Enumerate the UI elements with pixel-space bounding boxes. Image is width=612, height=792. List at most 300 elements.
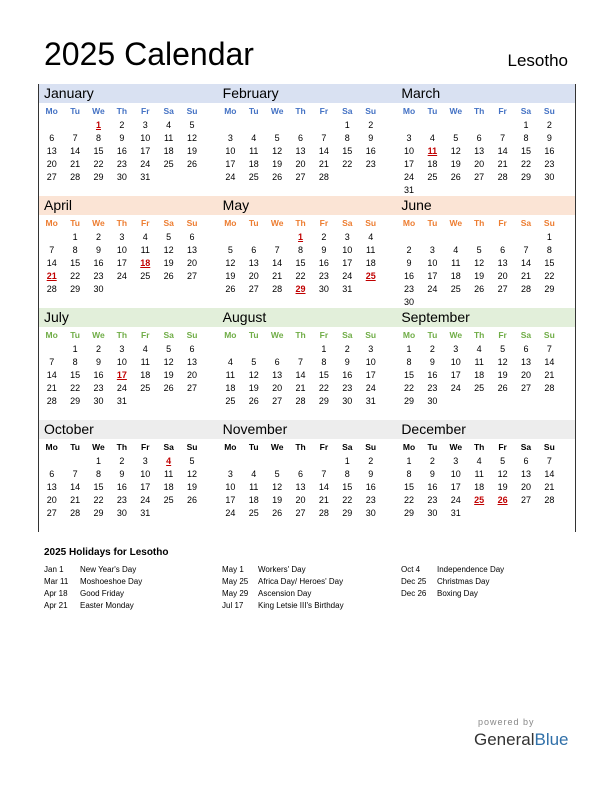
day-cell: 10 <box>140 469 151 479</box>
day-cell: 11 <box>249 482 259 492</box>
weekday-label: Sa <box>342 442 353 452</box>
month-name: January <box>39 84 218 103</box>
day-cell: 14 <box>70 146 81 156</box>
day-cell: 24 <box>116 271 127 281</box>
week-row <box>218 244 397 257</box>
weekday-header <box>39 327 218 343</box>
weekday-label: Tu <box>248 442 259 452</box>
month-block <box>218 308 397 420</box>
day-cell: 22 <box>93 495 104 505</box>
day-cell: 22 <box>544 271 555 281</box>
day-cell: 8 <box>406 469 412 479</box>
day-cell: 19 <box>497 370 508 380</box>
month-row <box>39 196 575 308</box>
weekday-label: Fr <box>319 106 329 116</box>
weekday-label: We <box>270 106 284 116</box>
day-cell: 14 <box>70 482 81 492</box>
holidays-title: 2025 Holidays for Lesotho <box>44 547 169 558</box>
weekday-label: Su <box>186 330 198 340</box>
day-cell: 11 <box>163 133 174 143</box>
day-cell: 21 <box>520 271 531 281</box>
week-row <box>39 244 218 257</box>
week-row <box>396 132 575 145</box>
month-name: June <box>396 196 575 215</box>
day-cell <box>219 119 242 132</box>
day-cell: 21 <box>497 159 508 169</box>
day-cell: 12 <box>497 357 508 367</box>
day-cell <box>180 395 203 408</box>
day-cell: 20 <box>520 482 531 492</box>
weekday-label: Su <box>365 330 377 340</box>
weekday-label: We <box>449 330 463 340</box>
weekday-label: Mo <box>45 442 58 452</box>
day-cell: 24 <box>427 284 438 294</box>
month-name: March <box>396 84 575 103</box>
weekday-label: Su <box>186 106 198 116</box>
day-cell: 5 <box>500 456 506 466</box>
holiday-day-cell: 1 <box>95 120 101 130</box>
holiday-date: Apr 18 <box>44 589 68 598</box>
powered-by-text: powered by <box>478 717 535 727</box>
day-cell <box>514 395 537 408</box>
weekday-label: Fr <box>141 442 150 452</box>
month-row <box>39 420 575 532</box>
day-cell: 18 <box>163 482 174 492</box>
day-cell: 26 <box>450 172 461 182</box>
day-cell: 7 <box>321 469 327 479</box>
weekday-label: Mo <box>224 218 237 228</box>
day-cell <box>157 395 180 408</box>
day-cell: 18 <box>450 271 461 281</box>
weekday-header <box>396 327 575 343</box>
day-cell: 19 <box>163 370 174 380</box>
day-cell: 2 <box>429 344 435 354</box>
day-cell: 3 <box>406 133 412 143</box>
day-cell: 7 <box>546 344 552 354</box>
day-cell: 29 <box>404 508 415 518</box>
day-cell: 24 <box>342 271 353 281</box>
weekday-label: Sa <box>520 330 532 340</box>
day-cell: 2 <box>95 232 101 242</box>
day-cell: 9 <box>321 245 327 255</box>
day-cell: 3 <box>453 456 459 466</box>
day-cell: 30 <box>116 172 127 182</box>
day-cell: 15 <box>93 146 104 156</box>
day-cell: 26 <box>272 508 283 518</box>
day-cell: 20 <box>497 271 508 281</box>
day-cell: 20 <box>46 159 57 169</box>
day-cell <box>538 395 561 408</box>
week-row <box>396 395 575 408</box>
holiday-date: Dec 26 <box>401 589 427 598</box>
holiday-name: Good Friday <box>80 589 125 598</box>
holiday-name: New Year's Day <box>80 565 137 574</box>
week-row <box>218 257 397 270</box>
weekday-label: Fr <box>141 218 150 228</box>
holiday-column <box>222 564 344 612</box>
day-cell: 16 <box>544 146 555 156</box>
day-cell: 7 <box>546 456 552 466</box>
week-row <box>396 494 575 507</box>
day-cell: 27 <box>46 508 57 518</box>
day-cell <box>397 119 420 132</box>
week-row <box>218 369 397 382</box>
weekday-label: Th <box>116 106 128 116</box>
weekday-label: We <box>449 442 463 452</box>
day-cell: 27 <box>520 495 531 505</box>
day-cell: 20 <box>474 159 485 169</box>
day-cell: 21 <box>318 159 329 169</box>
day-cell <box>219 455 242 468</box>
day-cell: 7 <box>274 245 280 255</box>
day-cell: 5 <box>166 344 172 354</box>
weekday-label: Tu <box>427 218 438 228</box>
weekday-label: Fr <box>498 218 507 228</box>
week-row <box>396 507 575 520</box>
day-cell: 5 <box>500 344 506 354</box>
holiday-date: May 1 <box>222 565 244 574</box>
day-cell: 15 <box>404 370 415 380</box>
holiday-date: Oct 4 <box>401 565 421 574</box>
day-cell: 13 <box>295 146 306 156</box>
day-cell: 20 <box>295 159 306 169</box>
weekday-label: Th <box>295 442 306 452</box>
day-cell: 25 <box>427 172 438 182</box>
day-cell: 20 <box>295 495 306 505</box>
day-cell: 1 <box>72 344 78 354</box>
day-cell: 28 <box>46 284 57 294</box>
day-cell: 12 <box>474 258 485 268</box>
day-cell: 17 <box>140 146 151 156</box>
holiday-item <box>44 564 142 576</box>
day-cell: 27 <box>46 172 57 182</box>
day-cell: 5 <box>274 469 280 479</box>
day-cell: 30 <box>544 172 555 182</box>
day-cell: 17 <box>225 159 236 169</box>
day-cell: 15 <box>342 482 353 492</box>
weekday-header <box>396 439 575 455</box>
day-cell: 8 <box>546 245 552 255</box>
day-cell: 9 <box>429 469 435 479</box>
day-cell: 1 <box>406 344 412 354</box>
week-row <box>396 356 575 369</box>
day-cell: 25 <box>163 495 174 505</box>
day-cell <box>180 171 203 184</box>
day-cell: 28 <box>520 284 531 294</box>
day-cell: 26 <box>248 396 259 406</box>
holiday-day-cell: 25 <box>474 495 485 505</box>
day-cell: 28 <box>544 495 555 505</box>
day-cell: 16 <box>404 271 415 281</box>
week-row <box>218 119 397 132</box>
week-row <box>39 455 218 468</box>
month-name: April <box>39 196 218 215</box>
holiday-name: Christmas Day <box>437 577 490 586</box>
day-cell: 29 <box>93 172 104 182</box>
day-cell: 9 <box>119 133 125 143</box>
day-cell: 5 <box>189 456 195 466</box>
day-cell: 24 <box>140 495 151 505</box>
day-cell: 7 <box>49 357 55 367</box>
day-cell: 1 <box>523 120 529 130</box>
day-cell: 23 <box>342 383 353 393</box>
day-cell <box>444 119 467 132</box>
day-cell: 9 <box>368 469 374 479</box>
month-name: October <box>39 420 218 439</box>
weekday-label: Tu <box>70 106 80 116</box>
day-cell: 15 <box>318 370 329 380</box>
month-row <box>39 308 575 420</box>
weekday-label: Su <box>186 218 198 228</box>
weekday-label: Fr <box>498 442 507 452</box>
day-cell: 9 <box>95 357 101 367</box>
day-cell: 19 <box>187 482 198 492</box>
day-cell: 25 <box>248 508 259 518</box>
day-cell: 17 <box>404 159 415 169</box>
day-cell: 8 <box>523 133 529 143</box>
day-cell: 2 <box>406 245 412 255</box>
day-cell <box>289 343 312 356</box>
day-cell: 4 <box>142 344 148 354</box>
day-cell <box>514 507 537 520</box>
day-cell <box>491 395 514 408</box>
week-row <box>39 257 218 270</box>
holiday-day-cell: 1 <box>298 232 304 242</box>
day-cell: 2 <box>95 344 101 354</box>
weekday-header <box>396 215 575 231</box>
day-cell: 7 <box>298 357 304 367</box>
day-cell: 10 <box>140 133 151 143</box>
day-cell: 5 <box>166 232 172 242</box>
day-cell <box>359 283 382 296</box>
week-row <box>218 395 397 408</box>
week-row <box>218 356 397 369</box>
day-cell: 8 <box>406 357 412 367</box>
weekday-label: Su <box>365 106 377 116</box>
weekday-label: Sa <box>163 218 174 228</box>
day-cell: 29 <box>70 396 81 406</box>
day-cell: 24 <box>450 383 461 393</box>
day-cell: 14 <box>520 258 531 268</box>
day-cell: 16 <box>427 482 438 492</box>
day-cell: 3 <box>368 344 374 354</box>
weekday-label: Sa <box>520 442 532 452</box>
day-cell <box>444 231 467 244</box>
day-cell: 21 <box>544 482 555 492</box>
holiday-name: Africa Day/ Heroes' Day <box>258 577 344 586</box>
day-cell: 31 <box>342 284 353 294</box>
day-cell: 3 <box>344 232 350 242</box>
day-cell: 11 <box>249 146 259 156</box>
day-cell: 22 <box>520 159 531 169</box>
day-cell <box>265 119 288 132</box>
day-cell: 15 <box>70 370 81 380</box>
weekday-label: Tu <box>427 106 438 116</box>
day-cell: 8 <box>72 245 78 255</box>
day-cell: 15 <box>404 482 415 492</box>
month-block <box>218 84 397 196</box>
day-cell: 4 <box>453 245 459 255</box>
day-cell: 10 <box>450 469 461 479</box>
day-cell: 5 <box>476 245 482 255</box>
day-cell: 6 <box>251 245 257 255</box>
week-row <box>39 158 218 171</box>
day-cell: 6 <box>189 232 195 242</box>
day-cell <box>467 507 490 520</box>
day-cell <box>242 231 265 244</box>
weekday-header <box>39 103 218 119</box>
day-cell: 21 <box>544 370 555 380</box>
day-cell: 23 <box>404 284 415 294</box>
day-cell: 18 <box>225 383 236 393</box>
day-cell: 6 <box>274 357 280 367</box>
day-cell <box>312 119 335 132</box>
week-row <box>39 494 218 507</box>
day-cell: 16 <box>93 258 104 268</box>
holiday-date: Mar 11 <box>44 577 69 586</box>
day-cell: 19 <box>163 258 174 268</box>
holiday-day-cell: 18 <box>140 258 151 268</box>
day-cell: 10 <box>450 357 461 367</box>
month-block <box>396 420 575 532</box>
day-cell: 28 <box>70 172 81 182</box>
month-name: May <box>218 196 397 215</box>
weekday-label: We <box>270 330 284 340</box>
weekday-label: Th <box>295 330 306 340</box>
day-cell: 29 <box>520 172 531 182</box>
day-cell <box>40 231 63 244</box>
day-cell: 18 <box>474 370 485 380</box>
day-cell: 31 <box>450 508 461 518</box>
week-row <box>218 468 397 481</box>
day-cell: 11 <box>163 469 174 479</box>
day-cell: 2 <box>429 456 435 466</box>
holiday-item <box>44 600 142 612</box>
day-cell: 16 <box>93 370 104 380</box>
week-row <box>218 231 397 244</box>
day-cell: 10 <box>116 357 127 367</box>
weekday-label: Sa <box>520 106 532 116</box>
day-cell: 10 <box>365 357 376 367</box>
day-cell: 27 <box>497 284 508 294</box>
day-cell: 6 <box>298 469 304 479</box>
calendar-grid <box>38 84 576 532</box>
day-cell: 6 <box>49 133 55 143</box>
week-row <box>396 257 575 270</box>
day-cell: 26 <box>497 383 508 393</box>
weekday-label: Th <box>116 442 128 452</box>
day-cell <box>491 231 514 244</box>
month-name: December <box>396 420 575 439</box>
day-cell: 11 <box>474 469 484 479</box>
day-cell: 30 <box>93 396 104 406</box>
weekday-label: We <box>92 106 105 116</box>
holiday-date: May 29 <box>222 589 249 598</box>
day-cell: 28 <box>497 172 508 182</box>
day-cell: 4 <box>251 469 257 479</box>
day-cell: 7 <box>72 133 78 143</box>
weekday-label: Mo <box>224 106 237 116</box>
day-cell: 31 <box>404 185 415 195</box>
weekday-label: Mo <box>45 330 58 340</box>
day-cell <box>265 343 288 356</box>
day-cell: 15 <box>70 258 81 268</box>
weekday-label: Fr <box>498 106 507 116</box>
day-cell: 27 <box>187 271 198 281</box>
day-cell <box>157 171 180 184</box>
day-cell: 7 <box>523 245 529 255</box>
day-cell <box>312 455 335 468</box>
weekday-header <box>218 103 397 119</box>
holiday-day-cell: 4 <box>166 456 172 466</box>
day-cell: 4 <box>227 357 233 367</box>
holiday-day-cell: 26 <box>497 495 508 505</box>
day-cell <box>421 231 444 244</box>
week-row <box>39 270 218 283</box>
week-row <box>396 369 575 382</box>
week-row <box>218 481 397 494</box>
weekday-label: Th <box>473 442 485 452</box>
brand-logo-part: Blue <box>534 730 569 749</box>
day-cell <box>359 171 382 184</box>
day-cell: 20 <box>272 383 283 393</box>
day-cell: 19 <box>497 482 508 492</box>
day-cell: 27 <box>474 172 485 182</box>
day-cell: 5 <box>189 120 195 130</box>
day-cell: 25 <box>140 271 151 281</box>
day-cell: 5 <box>274 133 280 143</box>
day-cell: 23 <box>318 271 329 281</box>
day-cell: 21 <box>70 159 81 169</box>
brand-logo[interactable] <box>474 730 569 750</box>
holiday-day-cell: 25 <box>365 271 376 281</box>
day-cell <box>219 343 242 356</box>
day-cell: 30 <box>404 297 415 307</box>
day-cell: 14 <box>46 258 57 268</box>
day-cell: 26 <box>187 159 198 169</box>
day-cell: 23 <box>427 383 438 393</box>
weekday-label: Th <box>473 218 485 228</box>
day-cell: 6 <box>476 133 482 143</box>
day-cell <box>157 507 180 520</box>
day-cell: 12 <box>248 370 259 380</box>
day-cell: 9 <box>406 258 412 268</box>
day-cell: 24 <box>365 383 376 393</box>
day-cell <box>40 119 63 132</box>
weekday-header <box>218 439 397 455</box>
weekday-label: Tu <box>70 330 80 340</box>
month-block <box>39 308 218 420</box>
day-cell: 16 <box>365 146 376 156</box>
weekday-header <box>218 327 397 343</box>
weekday-label: Fr <box>319 442 329 452</box>
holiday-column <box>44 564 142 612</box>
week-row <box>39 468 218 481</box>
day-cell: 10 <box>225 146 236 156</box>
month-block <box>396 308 575 420</box>
day-cell: 8 <box>344 133 350 143</box>
holiday-item <box>44 576 142 588</box>
day-cell: 9 <box>95 245 101 255</box>
day-cell: 11 <box>140 245 150 255</box>
day-cell: 16 <box>116 482 127 492</box>
day-cell <box>63 119 86 132</box>
day-cell <box>444 395 467 408</box>
day-cell <box>134 283 157 296</box>
day-cell: 19 <box>272 159 283 169</box>
month-block <box>396 84 575 196</box>
day-cell: 25 <box>163 159 174 169</box>
